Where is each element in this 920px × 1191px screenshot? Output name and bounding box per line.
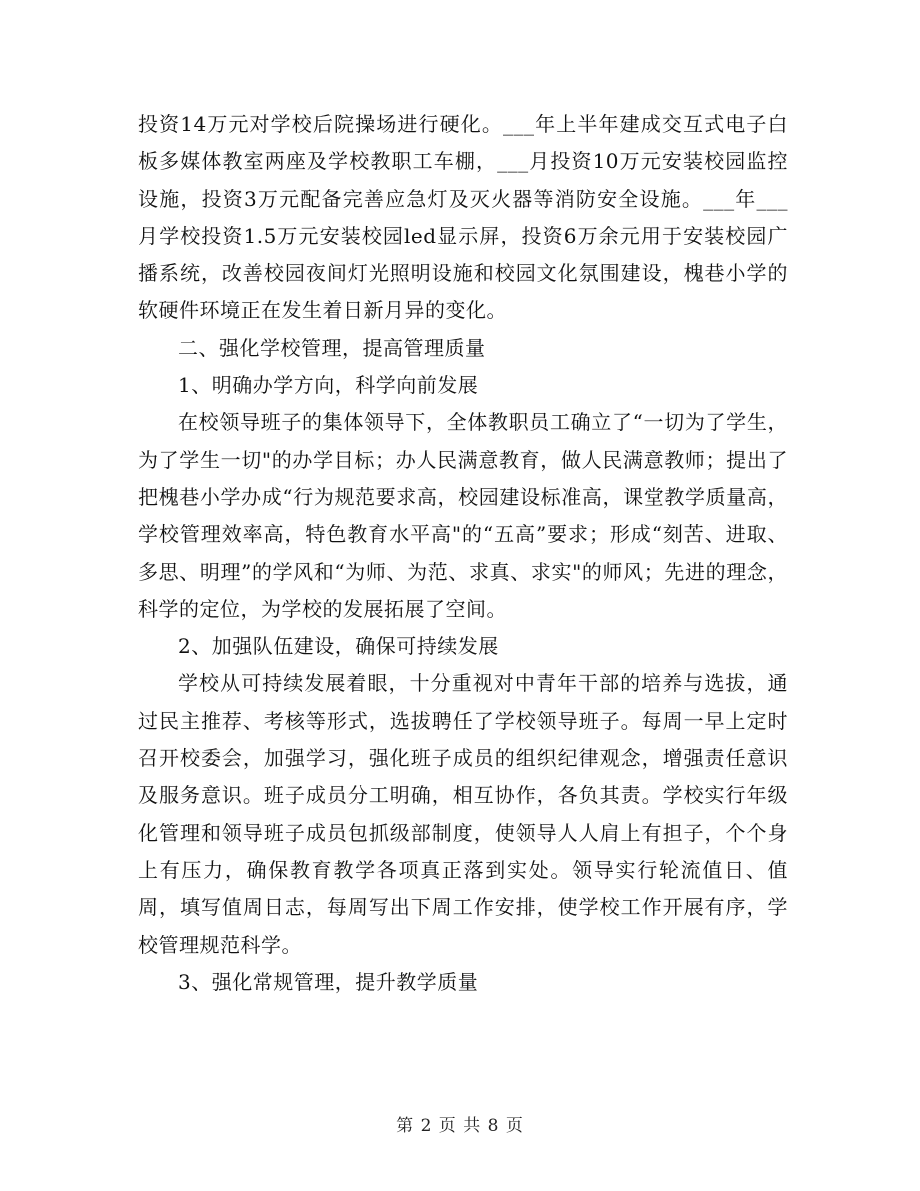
page-number-footer: 第 2 页 共 8 页 (396, 1116, 524, 1136)
paragraph-campus-investment: 投资14万元对学校后院操场进行硬化。___年上半年建成交互式电子白板多媒体教室两座及学校教职工车棚，___月投资10万元安装校园监控设施，投资3万元配备完善应急灯及灭火器等消防安全设施。___年___月学校投资1.5万元安装校园led显示屏，投资6万余元用于安装校园广播系统，改善校园夜间灯光照明设施和校园文化氛围建设，槐巷小学的软硬件环境正在发生着日新月异的变化。 (138, 112, 788, 323)
subheading-school-direction: 1、明确办学方向，科学向前发展 (178, 373, 479, 398)
section-heading-school-management: 二、强化学校管理，提高管理质量 (178, 335, 486, 360)
paragraph-school-goals: 在校领导班子的集体领导下，全体教职员工确立了“一切为了学生，为了学生一切"的办学目标；办人民满意教育，做人民满意教师；提出了把槐巷小学办成“行为规范要求高，校园建设标准高，课堂教学质量高，学校管理效率高，特色教育水平高"的“五高”要求；形成“刻苦、进取、多思、明理”的学风和“为师、为范、求真、求实"的师风；先进的理念，科学的定位，为学校的发展拓展了空间。 (138, 410, 788, 621)
subheading-routine-management: 3、强化常规管理，提升教学质量 (178, 969, 479, 994)
document-body (138, 106, 788, 1001)
subheading-team-building: 2、加强队伍建设，确保可持续发展 (178, 634, 499, 659)
paragraph-leadership-team: 学校从可持续发展着眼，十分重视对中青年干部的培养与选拔，通过民主推荐、考核等形式，选拔聘任了学校领导班子。每周一早上定时召开校委会，加强学习，强化班子成员的组织纪律观念，增强责任意识及服务意识。班子成员分工明确，相互协作，各负其责。学校实行年级化管理和领导班子成员包抓级部制度，使领导人人肩上有担子，个个身上有压力，确保教育教学各项真正落到实处。领导实行轮流值日、值周，填写值周日志，每周写出下周工作安排，使学校工作开展有序，学校管理规范科学。 (138, 671, 788, 957)
